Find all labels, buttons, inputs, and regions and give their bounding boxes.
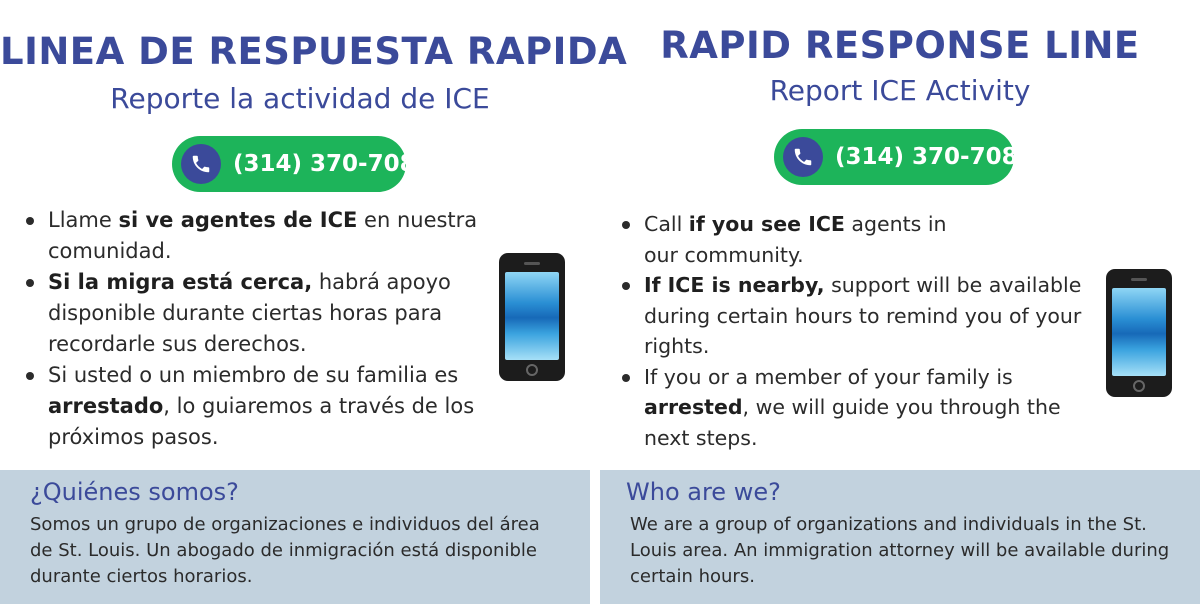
english-about-title: Who are we? bbox=[626, 478, 781, 506]
phone-icon bbox=[783, 137, 823, 177]
bullet-text: en nuestra comunidad. bbox=[48, 208, 478, 263]
list-item bbox=[24, 360, 504, 453]
bullet-text: support will be available during certain hours to remind you of your rights. bbox=[644, 273, 1082, 358]
bullet-text: agents in our community. bbox=[644, 212, 947, 267]
bullet-emphasis: si ve agentes de ICE bbox=[118, 208, 358, 232]
smartphone-icon bbox=[1106, 269, 1172, 397]
english-subtitle: Report ICE Activity bbox=[769, 74, 1031, 107]
spanish-subtitle: Reporte la actividad de ICE bbox=[110, 82, 490, 115]
bullet-text: habrá apoyo disponible durante ciertas horas para recordarle sus derechos. bbox=[48, 270, 451, 356]
list-item bbox=[24, 205, 504, 267]
spanish-about-title: ¿Quiénes somos? bbox=[30, 478, 239, 506]
spanish-about-text: Somos un grupo de organizaciones e individuos del área de St. Louis. Un abogado de inmigración está disponible durante ciertos horarios. bbox=[30, 514, 540, 587]
list-item bbox=[24, 267, 504, 360]
bullet-text: , lo guiaremos a través de los próximos pasos. bbox=[48, 394, 475, 449]
bullet-emphasis: Si la migra está cerca, bbox=[48, 270, 313, 294]
english-phone-button[interactable] bbox=[774, 129, 1034, 185]
bullet-text: , we will guide you through the next steps. bbox=[644, 395, 1061, 450]
spanish-bullet-list bbox=[24, 205, 504, 453]
english-about-text: We are a group of organizations and individuals in the St. Louis area. An immigration attorney will be available during certain hours. bbox=[630, 514, 1170, 587]
bullet-emphasis: arrested bbox=[644, 395, 743, 419]
english-bullet-list bbox=[620, 209, 1100, 453]
list-item bbox=[620, 270, 1100, 362]
english-about-box bbox=[600, 470, 1200, 604]
bullet-emphasis: If ICE is nearby, bbox=[644, 273, 825, 297]
smartphone-icon bbox=[499, 253, 565, 381]
english-title: RAPID RESPONSE LINE bbox=[660, 24, 1140, 67]
bullet-text: If you or a member of your family is bbox=[644, 364, 1013, 389]
list-item bbox=[620, 209, 1100, 270]
spanish-title: LINEA DE RESPUESTA RAPIDA bbox=[0, 30, 628, 73]
english-phone-number: (314) 370-7080 bbox=[835, 144, 1034, 170]
bullet-text: Si usted o un miembro de su familia es bbox=[48, 363, 459, 387]
list-item bbox=[620, 362, 1100, 454]
bullet-text: Llame bbox=[48, 208, 119, 232]
bullet-emphasis: arrestado bbox=[48, 394, 164, 418]
bullet-emphasis: if you see ICE bbox=[688, 212, 845, 236]
spanish-phone-button[interactable] bbox=[172, 136, 432, 192]
spanish-phone-number: (314) 370-7080 bbox=[233, 151, 432, 177]
phone-icon bbox=[181, 144, 221, 184]
english-panel bbox=[600, 0, 1200, 612]
bullet-text: Call bbox=[644, 212, 689, 236]
spanish-about-box bbox=[0, 470, 590, 604]
